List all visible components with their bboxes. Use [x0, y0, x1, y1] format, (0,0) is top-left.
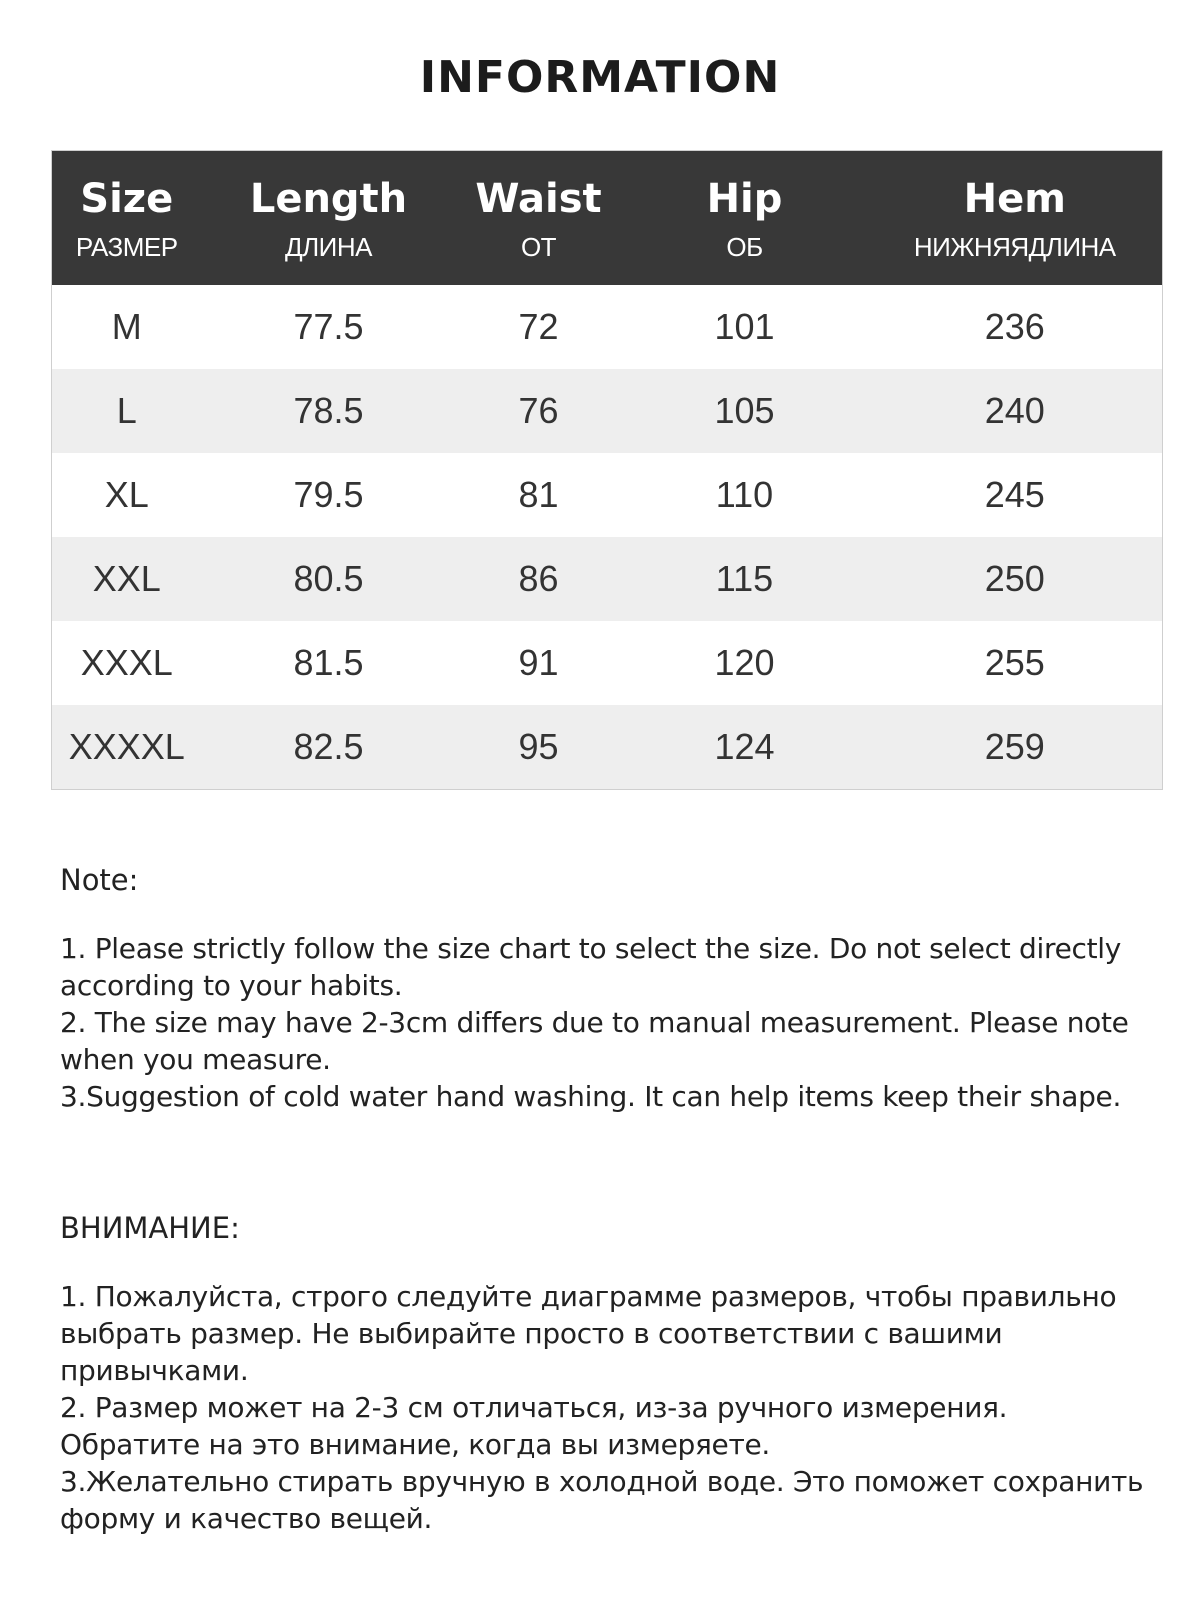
cell-waist: 72	[456, 285, 622, 369]
note-ru-heading: ВНИМАНИЕ:	[60, 1211, 240, 1245]
note-ru-line: 3.Желательно стирать вручную в холодной воде. Это поможет сохранить	[60, 1465, 1144, 1498]
cell-hem: 259	[868, 705, 1163, 790]
note-en-line: when you measure.	[60, 1043, 331, 1076]
cell-size: L	[52, 369, 202, 453]
cell-hip: 101	[622, 285, 868, 369]
cell-hem: 250	[868, 537, 1163, 621]
cell-hip: 105	[622, 369, 868, 453]
cell-waist: 91	[456, 621, 622, 705]
table-row	[52, 621, 1163, 705]
note-en-heading: Note:	[60, 863, 139, 897]
cell-size: XL	[52, 453, 202, 537]
page-title: INFORMATION	[419, 52, 781, 103]
note-en-line: according to your habits.	[60, 969, 403, 1002]
table-header-row	[52, 151, 1163, 286]
cell-waist: 86	[456, 537, 622, 621]
header-label-en: Waist	[475, 176, 602, 222]
header-label-ru: ОБ	[726, 232, 763, 262]
cell-hem: 245	[868, 453, 1163, 537]
header-hem	[868, 151, 1163, 286]
table-row	[52, 705, 1163, 790]
cell-hem: 236	[868, 285, 1163, 369]
cell-hem: 255	[868, 621, 1163, 705]
note-en-line: 2. The size may have 2-3cm differs due to manual measurement. Please note	[60, 1006, 1129, 1039]
cell-waist: 81	[456, 453, 622, 537]
note-ru-line: форму и качество вещей.	[60, 1502, 433, 1535]
table-row	[52, 369, 1163, 453]
header-label-en: Hem	[963, 176, 1066, 222]
table-row	[52, 453, 1163, 537]
note-ru-body	[60, 1278, 1150, 1537]
note-ru-line: Обратите на это внимание, когда вы измеряете.	[60, 1428, 770, 1461]
header-hip	[622, 151, 868, 286]
header-label-ru: ОТ	[520, 232, 557, 262]
note-en-line: 3.Suggestion of cold water hand washing. It can help items keep their shape.	[60, 1080, 1122, 1113]
cell-length: 82.5	[202, 705, 456, 790]
table-row	[52, 285, 1163, 369]
note-en-line: 1. Please strictly follow the size chart to select the size. Do not select directly	[60, 932, 1122, 965]
note-ru-line: выбрать размер. Не выбирайте просто в соответствии с вашими	[60, 1317, 1003, 1350]
note-en-body	[60, 930, 1150, 1115]
note-ru-line: привычками.	[60, 1354, 249, 1387]
cell-length: 77.5	[202, 285, 456, 369]
cell-size: XXXL	[52, 621, 202, 705]
header-length	[202, 151, 456, 286]
header-label-en: Hip	[706, 176, 783, 222]
note-ru-section	[60, 1210, 1150, 1537]
cell-size: XXL	[52, 537, 202, 621]
table-row	[52, 537, 1163, 621]
note-ru-line: 2. Размер может на 2-3 см отличаться, из-за ручного измерения.	[60, 1391, 1008, 1424]
cell-length: 80.5	[202, 537, 456, 621]
cell-waist: 95	[456, 705, 622, 790]
cell-hip: 120	[622, 621, 868, 705]
cell-hip: 110	[622, 453, 868, 537]
header-label-ru: РАЗМЕР	[75, 232, 178, 262]
cell-length: 79.5	[202, 453, 456, 537]
header-size	[52, 151, 202, 286]
header-label-en: Length	[249, 176, 408, 222]
cell-length: 81.5	[202, 621, 456, 705]
header-label-ru: НИЖНЯЯДЛИНА	[913, 232, 1116, 262]
note-ru-line: 1. Пожалуйста, строго следуйте диаграмме размеров, чтобы правильно	[60, 1280, 1117, 1313]
header-label-ru: ДЛИНА	[285, 232, 372, 262]
cell-waist: 76	[456, 369, 622, 453]
size-table	[51, 150, 1163, 790]
cell-hip: 115	[622, 537, 868, 621]
header-label-en: Size	[80, 176, 174, 222]
header-waist	[456, 151, 622, 286]
cell-hem: 240	[868, 369, 1163, 453]
cell-size: M	[52, 285, 202, 369]
cell-hip: 124	[622, 705, 868, 790]
cell-length: 78.5	[202, 369, 456, 453]
note-en-section	[60, 862, 1150, 1115]
cell-size: XXXXL	[52, 705, 202, 790]
